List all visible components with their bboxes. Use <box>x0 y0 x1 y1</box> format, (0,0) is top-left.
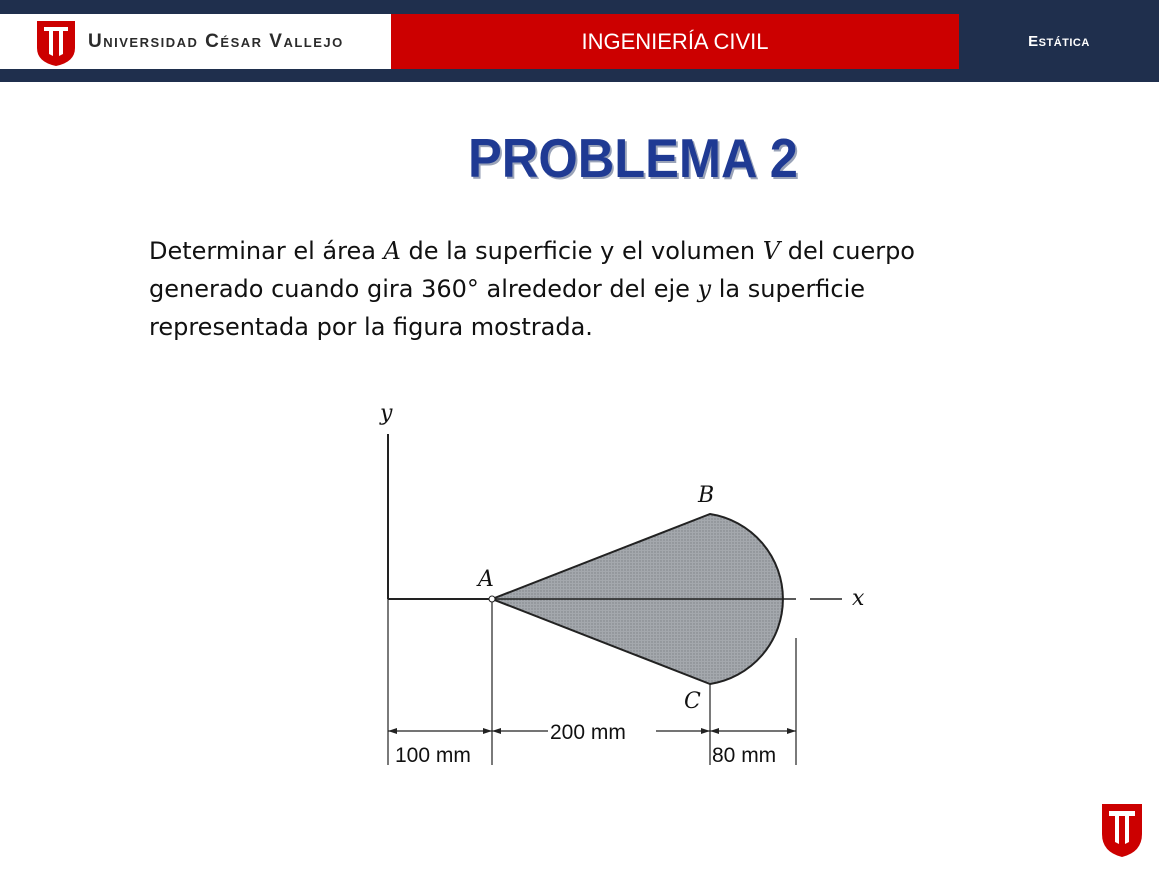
header-bar <box>0 0 1159 82</box>
slide-title: PROBLEMA 2 <box>468 127 798 189</box>
point-c-label: C <box>684 689 701 714</box>
ucv-shield-icon <box>34 18 78 68</box>
problem-statement <box>149 232 999 346</box>
var-v: V <box>762 237 781 265</box>
dim-200mm: 200 mm <box>550 721 626 744</box>
point-a-label: A <box>478 567 494 592</box>
statement-text-3: del cuerpo generado cuando gira 360° alrededor del eje <box>149 237 915 303</box>
ucv-corner-shield-icon <box>1098 800 1146 860</box>
career-label: INGENIERÍA CIVIL <box>391 14 959 69</box>
problem-figure <box>360 380 920 780</box>
var-a: A <box>383 237 401 265</box>
statement-text-1: Determinar el área <box>149 237 384 265</box>
y-axis-label: y <box>380 401 393 426</box>
course-label: Estática <box>1028 33 1090 50</box>
point-b-label: B <box>698 483 715 508</box>
university-name: Universidad César Vallejo <box>88 31 344 52</box>
statement-text-2: de la superficie y el volumen <box>400 237 763 265</box>
dim-80mm: 80 mm <box>712 744 777 767</box>
x-axis-label: x <box>852 586 865 611</box>
var-y: y <box>697 275 712 303</box>
university-logo <box>0 14 391 69</box>
statement-text-4: la superficie representada por la figura mostrada. <box>149 275 866 341</box>
dim-100mm: 100 mm <box>395 744 471 767</box>
